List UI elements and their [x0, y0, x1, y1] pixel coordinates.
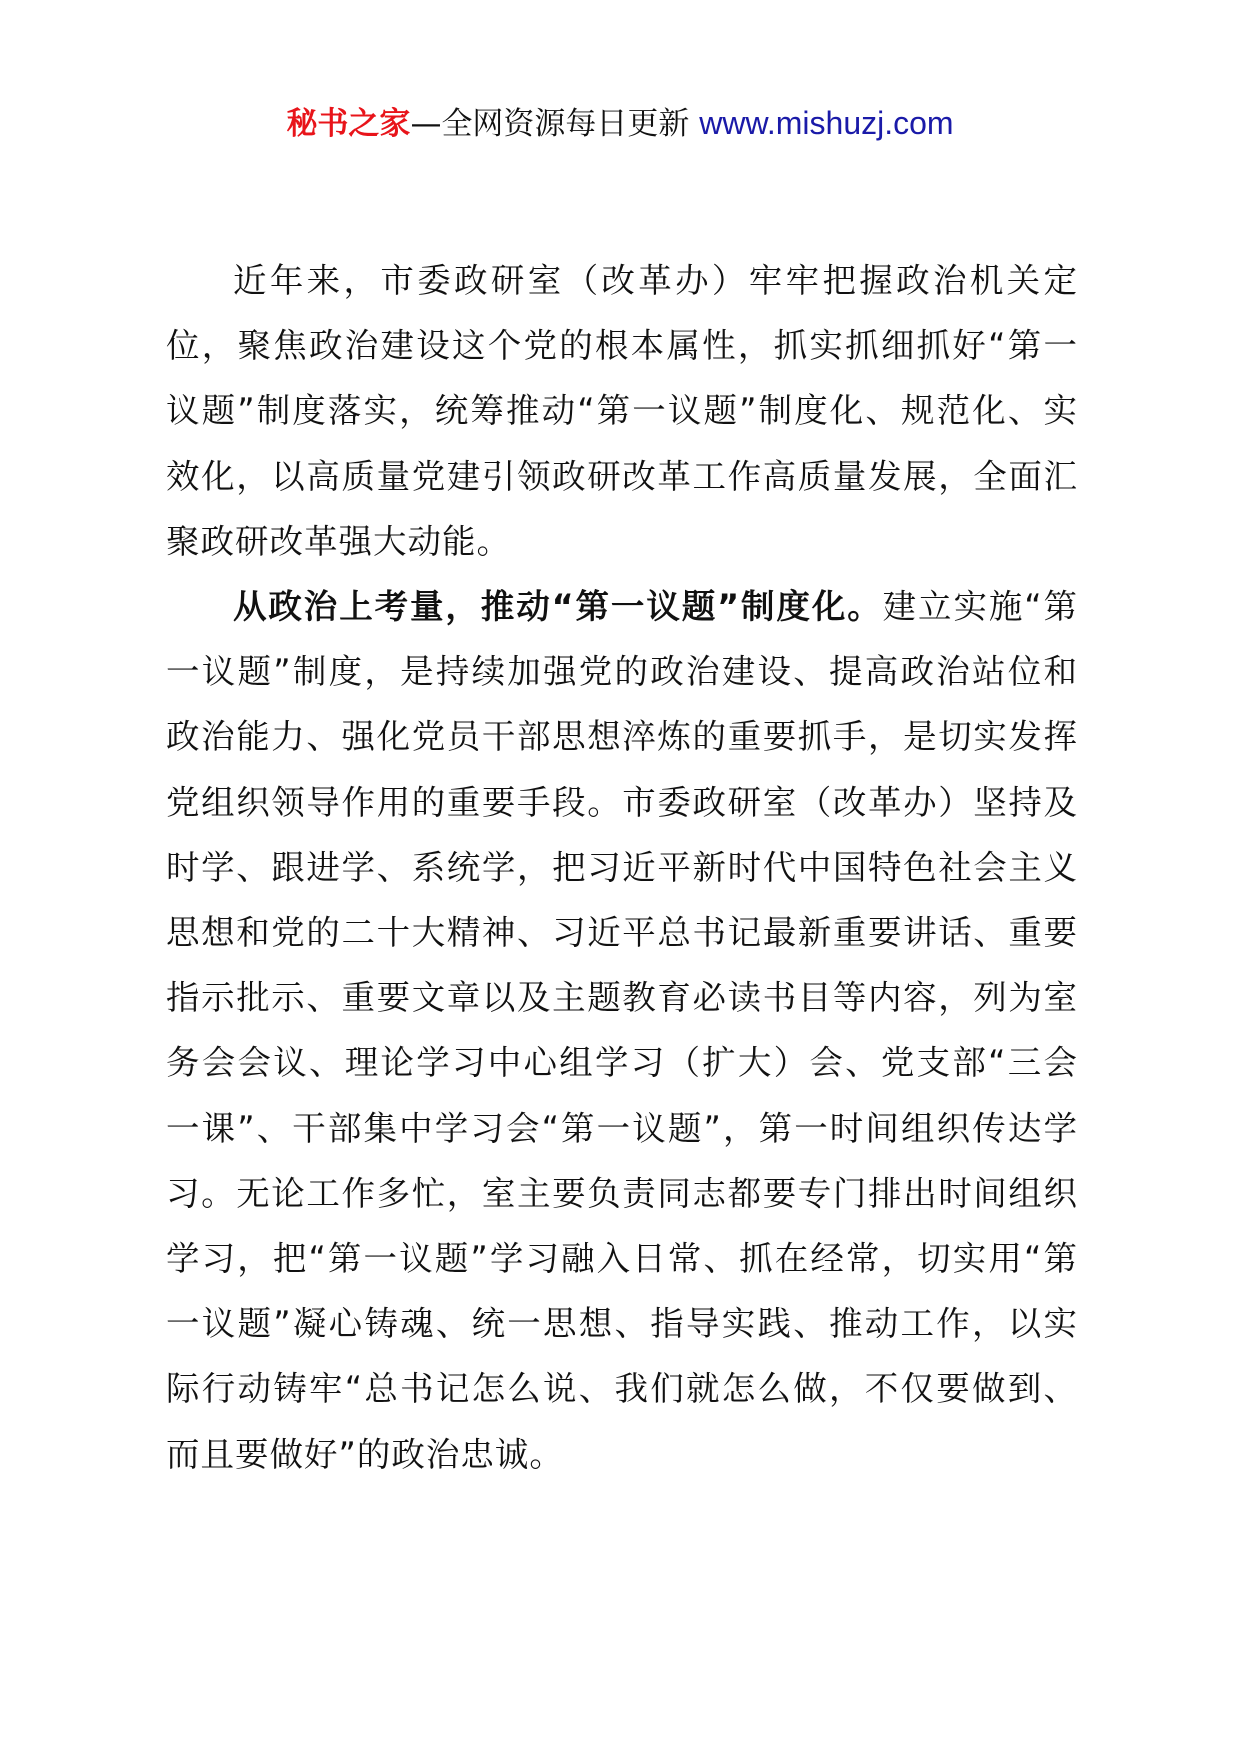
page-header	[0, 100, 1240, 147]
paragraph-body-text: 建立实施“第一议题”制度，是持续加强党的政治建设、提高政治站位和政治能力、强化党员干部思想淬炼的重要抓手，是切实发挥党组织领导作用的重要手段。市委政研室（改革办）坚持及时学、跟进学、系统学，把习近平新时代中国特色社会主义思想和党的二十大精神、习近平总书记最新重要讲话、重要指示批示、重要文章以及主题教育必读书目等内容，列为室务会会议、理论学习中心组学习（扩大）会、党支部“三会一课”、干部集中学习会“第一议题”，第一时间组织传达学习。无论工作多忙，室主要负责同志都要专门排出时间组织学习，把“第一议题”学习融入日常、抓在经常，切实用“第一议题”凝心铸魂、统一思想、指导实践、推动工作，以实际行动铸牢“总书记怎么说、我们就怎么做，不仅要做到、而且要做好”的政治忠诚。	[166, 587, 1078, 1474]
website-link[interactable]: www.mishuzj.com	[699, 105, 954, 141]
paragraph-intro: 近年来，市委政研室（改革办）牢牢把握政治机关定位，聚焦政治建设这个党的根本属性，抓实抓细抓好“第一议题”制度落实，统筹推动“第一议题”制度化、规范化、实效化，以高质量党建引领政研改革工作高质量发展，全面汇聚政研改革强大动能。	[166, 261, 1078, 561]
header-slogan: —全网资源每日更新	[410, 106, 690, 142]
paragraph-institutionalization	[166, 574, 1078, 1487]
brand-name: 秘书之家	[286, 106, 411, 142]
document-body	[166, 248, 1078, 1487]
paragraph-lead-heading: 从政治上考量，推动“第一议题”制度化。	[233, 587, 883, 627]
